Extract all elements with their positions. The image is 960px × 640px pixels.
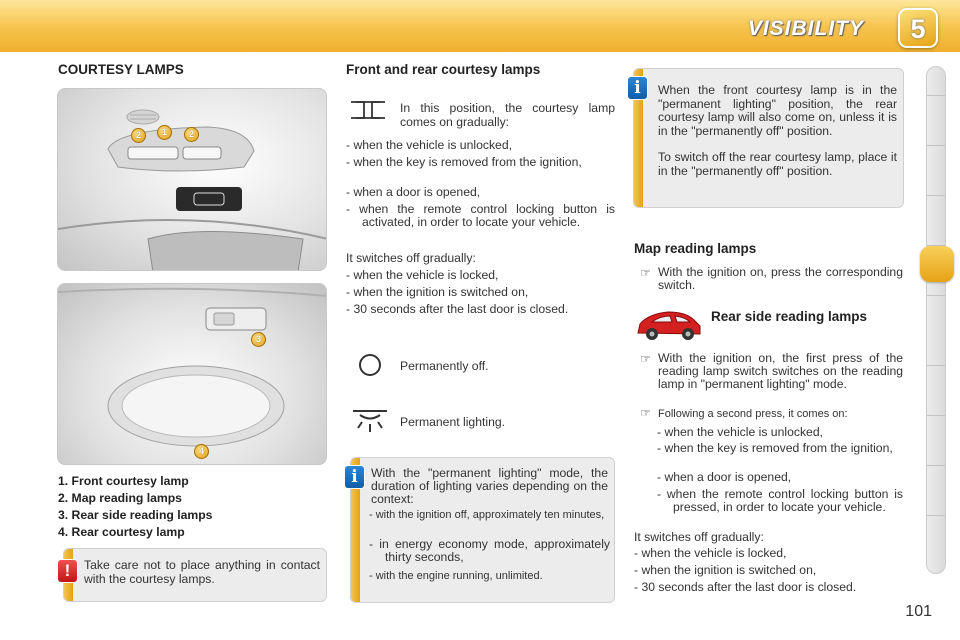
car-icon bbox=[634, 307, 704, 343]
info-icon: i bbox=[628, 77, 647, 99]
on-condition: - when the vehicle is unlocked, bbox=[346, 138, 512, 152]
chapter-tabs bbox=[926, 66, 946, 574]
front-rear-courtesy-heading: Front and rear courtesy lamps bbox=[346, 62, 541, 77]
permanent-lighting-label: Permanent lighting. bbox=[400, 415, 506, 429]
warning-box bbox=[63, 548, 327, 602]
rear-lamp-drawing bbox=[58, 284, 327, 465]
rear-lamp-note-2: To switch off the rear courtesy lamp, place it in the "permanently off" position. bbox=[658, 150, 897, 178]
tab-divider bbox=[927, 465, 945, 466]
gradual-on-text: In this position, the courtesy lamp comes on gradually: bbox=[400, 101, 615, 129]
tab-divider bbox=[927, 95, 945, 96]
active-chapter-tab bbox=[920, 246, 954, 282]
tab-divider bbox=[927, 195, 945, 196]
callout-2: 2 bbox=[131, 128, 146, 143]
rear-on-item: - when the vehicle is unlocked, bbox=[657, 425, 823, 439]
info-item: - with the engine running, unlimited. bbox=[369, 570, 543, 582]
on-condition: - when the key is removed from the ignition, bbox=[346, 155, 582, 169]
rear-second-press-text: Following a second press, it comes on: bbox=[658, 408, 848, 420]
permanent-lighting-icon bbox=[351, 405, 389, 435]
rear-side-reading-heading: Rear side reading lamps bbox=[711, 309, 868, 324]
callout-2: 2 bbox=[184, 127, 199, 142]
page-header bbox=[0, 0, 960, 52]
warning-text: Take care not to place anything in contact with the courtesy lamps. bbox=[84, 558, 320, 586]
tab-divider bbox=[927, 365, 945, 366]
callout-3: 3 bbox=[251, 332, 266, 347]
callout-1: 1 bbox=[157, 125, 172, 140]
on-condition: - when the remote control locking button is activated, in order to locate your vehicle. bbox=[346, 202, 615, 229]
rear-first-press-text: With the ignition on, the first press of the reading lamp switch switches on the reading lamp in "permanent lighting" mode. bbox=[658, 351, 903, 391]
info-box-lighting-duration bbox=[350, 457, 615, 603]
legend-item: 1. Front courtesy lamp bbox=[58, 474, 189, 488]
chapter-badge bbox=[898, 8, 938, 48]
info-box-rear-lamp bbox=[633, 68, 904, 208]
rear-lamp-illustration bbox=[57, 283, 327, 465]
bullet-icon: ☞ bbox=[640, 266, 651, 280]
info-item: - in energy economy mode, approximately thirty seconds, bbox=[369, 537, 610, 564]
front-lamp-drawing bbox=[58, 89, 327, 271]
tab-divider bbox=[927, 295, 945, 296]
info-icon: i bbox=[345, 466, 364, 488]
legend-item: 3. Rear side reading lamps bbox=[58, 508, 213, 522]
off-condition: - when the vehicle is locked, bbox=[346, 268, 499, 282]
rear-on-item: - when a door is opened, bbox=[657, 470, 792, 484]
rear-off-item: - when the ignition is switched on, bbox=[634, 563, 817, 577]
off-condition: - 30 seconds after the last door is closed. bbox=[346, 302, 569, 316]
section-title: VISIBILITY bbox=[747, 17, 864, 40]
rear-lamp-note-1: When the front courtesy lamp is in the "permanent lighting" position, the rear courtesy lamp will also come on, unless it is in the "permanently off" position. bbox=[658, 83, 897, 138]
permanently-off-label: Permanently off. bbox=[400, 359, 489, 373]
front-lamp-illustration bbox=[57, 88, 327, 271]
bullet-icon: ☞ bbox=[640, 406, 651, 420]
rear-on-item: - when the key is removed from the ignition, bbox=[657, 441, 893, 455]
tab-divider bbox=[927, 515, 945, 516]
info-intro: With the "permanent lighting" mode, the duration of lighting varies depending on the context: bbox=[371, 466, 608, 506]
rear-on-item: - when the remote control locking button is pressed, in order to locate your vehicle. bbox=[657, 487, 903, 514]
rear-off-item: - 30 seconds after the last door is closed. bbox=[634, 580, 857, 594]
permanently-off-icon bbox=[356, 351, 384, 379]
tab-divider bbox=[927, 415, 945, 416]
bullet-icon: ☞ bbox=[640, 352, 651, 366]
info-item: - with the ignition off, approximately ten minutes, bbox=[369, 509, 605, 521]
rear-off-intro: It switches off gradually: bbox=[634, 530, 764, 544]
page-number: 101 bbox=[905, 603, 932, 620]
on-condition: - when a door is opened, bbox=[346, 185, 481, 199]
off-condition: - when the ignition is switched on, bbox=[346, 285, 529, 299]
gradual-lighting-icon bbox=[350, 98, 386, 122]
callout-4: 4 bbox=[194, 444, 209, 459]
warning-icon: ! bbox=[58, 560, 77, 582]
tab-divider bbox=[927, 145, 945, 146]
map-reading-text: With the ignition on, press the corresponding switch. bbox=[658, 265, 903, 292]
legend-item: 4. Rear courtesy lamp bbox=[58, 525, 185, 539]
legend-item: 2. Map reading lamps bbox=[58, 491, 182, 505]
chapter-number: 5 bbox=[910, 14, 926, 44]
courtesy-lamps-heading: COURTESY LAMPS bbox=[58, 62, 184, 77]
off-intro: It switches off gradually: bbox=[346, 251, 476, 265]
rear-off-item: - when the vehicle is locked, bbox=[634, 546, 787, 560]
map-reading-heading: Map reading lamps bbox=[634, 241, 757, 256]
